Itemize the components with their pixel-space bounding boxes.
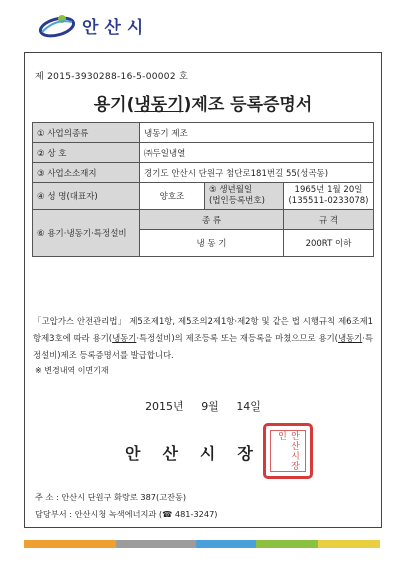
- paragraph-part3: ·특정설비)제조 등록증명서를 발급합니다.: [33, 333, 373, 360]
- birth-value-cell: [284, 183, 374, 210]
- color-bar-segment: [256, 540, 318, 548]
- birth-label: ⑤ 생년월일: [209, 185, 253, 195]
- title-underlined: 냉동기: [134, 95, 184, 115]
- issue-date: [25, 398, 381, 414]
- spec-value: 200RT 이하: [284, 230, 374, 257]
- paragraph-part2: ·특정설비)의 제조등록 또는 재등록을 마쳤으므로 용기(: [136, 333, 338, 343]
- birth-value: 1965년 1월 20일: [294, 185, 363, 195]
- corp-number-value: (135511-0233078): [288, 196, 369, 206]
- spec-header: 규 격: [284, 210, 374, 230]
- color-bar-segment: [116, 540, 196, 548]
- title-prefix: 용기(: [93, 95, 135, 115]
- color-bar-segment: [196, 540, 256, 548]
- color-bar-segment: [318, 540, 380, 548]
- representative-label: ④ 성 명(대표자): [33, 183, 140, 210]
- certificate-frame: [24, 52, 382, 528]
- issue-month: 9월: [201, 400, 219, 413]
- issuer-mayor: 안산시장: [125, 444, 275, 463]
- table-row: [33, 143, 374, 163]
- paragraph-underlined2: 냉동기: [337, 333, 363, 343]
- color-bar-segment: [24, 540, 116, 548]
- city-logo: [38, 12, 149, 38]
- company-value: ㈜두일냉열: [140, 143, 374, 163]
- footer: [35, 489, 218, 523]
- company-label: ② 상 호: [33, 143, 140, 163]
- document-number: 제 2015-3930288-16-5-00002 호: [35, 72, 188, 82]
- title-suffix: )제조 등록증명서: [183, 95, 313, 115]
- representative-value: 양호조: [140, 183, 205, 210]
- business-type-value: 냉동기 제조: [140, 123, 374, 143]
- paragraph-part1: 「고압가스 안전관리법」 제5조제1항, 제5조의2제1항·제2항 및 같은 법 시행규칙 제6조제1항제3호에 따라 용기(: [33, 316, 373, 343]
- table-row: [33, 183, 374, 210]
- paragraph-underlined1: 냉동기: [112, 333, 137, 343]
- document-title: [25, 90, 381, 115]
- birth-sublabel: (법인등록번호): [209, 196, 265, 206]
- official-seal: [263, 423, 313, 479]
- address-value: 경기도 안산시 단원구 첨단로181번길 55(성곡동): [140, 163, 374, 183]
- seal-text: 안산시장인: [270, 430, 306, 472]
- kind-value: 냉 동 기: [140, 230, 284, 257]
- birth-label-cell: [205, 183, 284, 210]
- equipment-label: ⑥ 용기·냉동기·특정설비: [33, 210, 140, 257]
- change-note: ※ 변경내역 이면기재: [35, 366, 109, 375]
- footer-department: 담당부서 : 안산시청 녹색에너지과 (☎ 481-3247): [35, 509, 218, 519]
- business-type-label: ① 사업의종류: [33, 123, 140, 143]
- issue-day: 14일: [236, 400, 261, 413]
- table-row: [33, 123, 374, 143]
- city-emblem-icon: [38, 12, 76, 38]
- kind-header: 종 류: [140, 210, 284, 230]
- city-name: 안산시: [82, 17, 150, 38]
- footer-address: 주 소 : 안산시 단원구 화랑로 387(고잔동): [35, 492, 187, 502]
- table-row: [33, 163, 374, 183]
- address-label: ③ 사업소소재지: [33, 163, 140, 183]
- issue-year: 2015년: [145, 400, 184, 413]
- color-bar: [24, 540, 380, 548]
- table-row: [33, 210, 374, 230]
- certificate-paragraph: [33, 313, 373, 364]
- registration-table: [32, 122, 374, 257]
